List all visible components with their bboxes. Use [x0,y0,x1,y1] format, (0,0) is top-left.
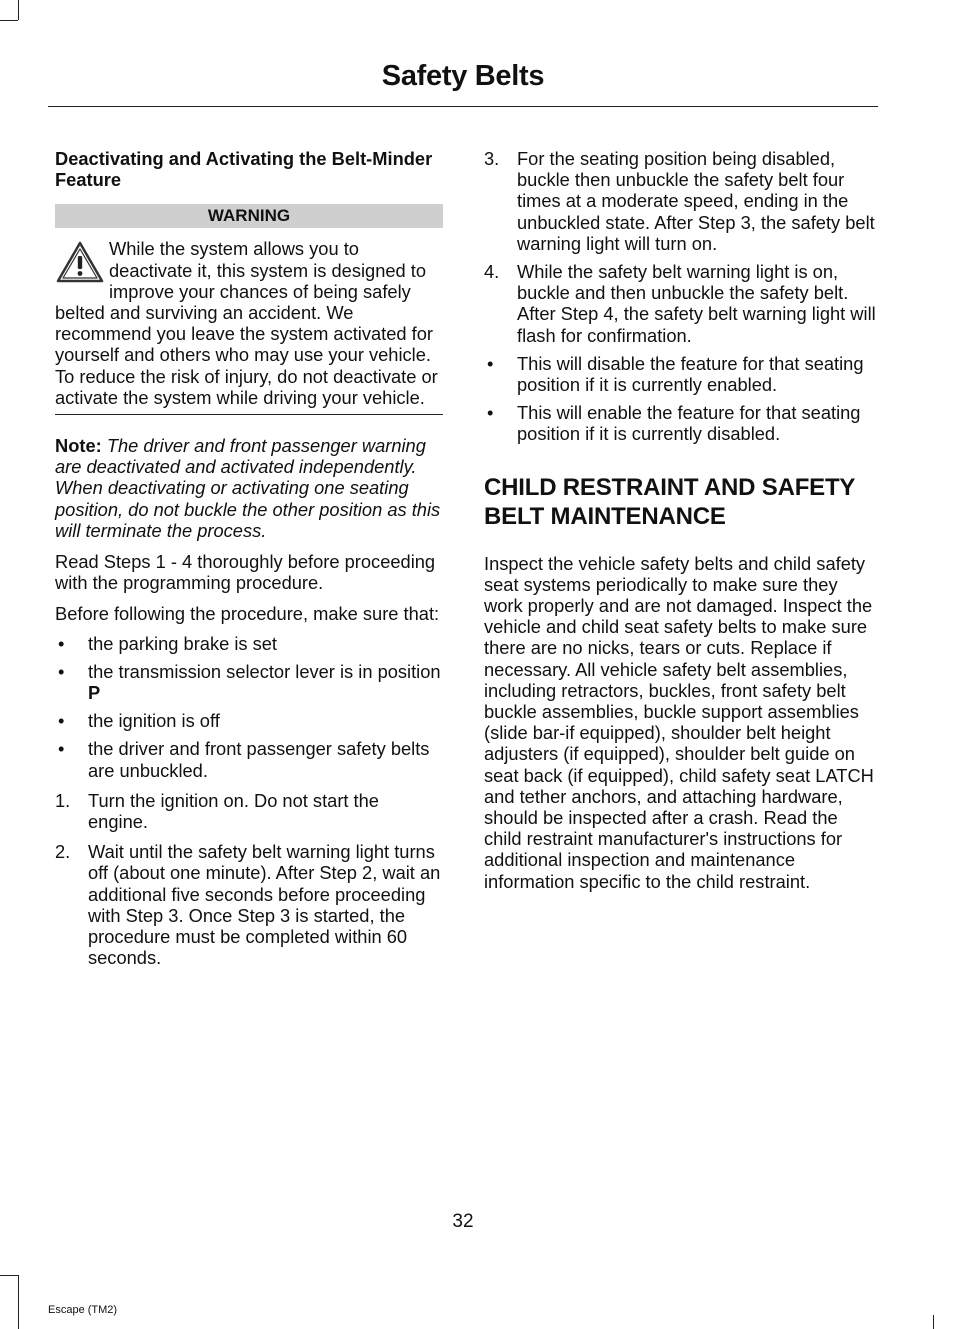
list-item-text: the transmission selector lever is in position [88,660,441,682]
bullet-marker: • [58,660,65,682]
right-column [484,148,876,902]
footer-model-label: Escape (TM2) [48,1304,118,1316]
step-number: 1. [55,789,71,811]
list-item-text: This will enable the feature for that seating position if it is currently disabled. [517,402,861,445]
list-item-text: the parking brake is set [88,632,278,654]
paragraph: Before following the procedure, make sure that: [55,603,440,625]
step-number: 3. [484,148,500,169]
note-label: Note: [55,435,102,457]
section-subheading: Deactivating and Activating the Belt-Minder Feature [55,148,433,191]
list-item-text: Wait until the safety belt warning light turns off (about one minute). After Step 2, wait an additional five seconds before proceeding with Step 3. Once Step 3 is started, the procedure must be completed within 60 seconds. [88,841,441,969]
section-heading: CHILD RESTRAINT AND SAFETY BELT MAINTENANCE [484,473,855,530]
bullet-list [484,353,876,445]
numbered-list [55,790,443,969]
list-item [55,710,443,731]
numbered-list [484,148,876,346]
list-item [55,841,443,968]
note-text: The driver and front passenger warning are deactivated and activated independently. When deactivating or activating one seating position, do not buckle the other position as this will terminate the process. [55,435,441,541]
bullet-marker: • [58,738,65,760]
page-title: Safety Belts [381,60,545,92]
list-item [484,353,876,395]
warning-triangle-icon [55,240,105,284]
list-item [55,661,443,703]
crop-mark [18,0,19,20]
list-item [55,633,443,654]
bullet-marker: • [58,710,65,732]
list-item-text: For the seating position being disabled, buckle then unbuckle the safety belt four times at a moderate speed, ending in the unbuckled state. After Step 3, the safety belt warning light will turn on. [517,148,875,254]
list-item [55,790,443,832]
crop-mark [0,20,18,21]
warning-text: While the system allows you to deactivate it, this system is designed to improve your chances of being safely belted and surviving an accident. We recommend you leave the system activated for yourself and others who may use your vehicle. To reduce the risk of injury, do not deactivate or activate the system while driving your vehicle. [55,238,438,408]
note [55,435,443,541]
crop-mark [18,1275,19,1329]
paragraph: Inspect the vehicle safety belts and child safety seat systems periodically to make sure they work properly and are not damaged. Inspect the vehicle and child seat safety belts to make sure there are no nicks, tears or cuts. Replace if necessary. All vehicle safety belt assemblies, including retractors, buckles, front safety belt buckle assemblies, buckle support assemblies (slide bar-if equipped), shoulder belt height adjusters (if equipped), shoulder belt guide on seat back (if equipped), child safety seat LATCH and tether anchors, and attaching hardware, should be inspected after a crash. Read the child restraint manufacturer's instructions for additional inspection and maintenance information specific to the child restraint. [484,552,874,892]
left-column [55,148,443,976]
title-divider [48,106,878,107]
paragraph: Read Steps 1 - 4 thoroughly before proceeding with the programming procedure. [55,551,436,594]
crop-mark [0,1275,18,1276]
list-item-text: While the safety belt warning light is on, buckle and then unbuckle the safety belt. After Step 4, the safety belt warning light will flash for confirmation. [517,261,876,346]
list-item-text: the driver and front passenger safety belts are unbuckled. [88,738,430,781]
list-item-text: Turn the ignition on. Do not start the engine. [88,789,379,833]
list-item-text: This will disable the feature for that seating position if it is currently enabled. [517,352,864,396]
warning-divider [55,414,443,415]
bullet-marker: • [487,352,494,374]
page-number: 32 [452,1211,474,1232]
list-item [484,261,876,346]
list-item-text: the ignition is off [88,710,220,732]
warning-banner: WARNING [55,204,443,228]
list-item [484,402,876,444]
warning-box [55,238,443,408]
bullet-list [55,633,443,781]
bullet-marker: • [58,632,65,654]
crop-mark [933,1315,934,1329]
step-number: 4. [484,261,500,283]
step-number: 2. [55,841,71,863]
list-item [55,738,443,780]
list-item [484,148,876,254]
gear-position: P [88,682,101,704]
bullet-marker: • [487,402,494,424]
